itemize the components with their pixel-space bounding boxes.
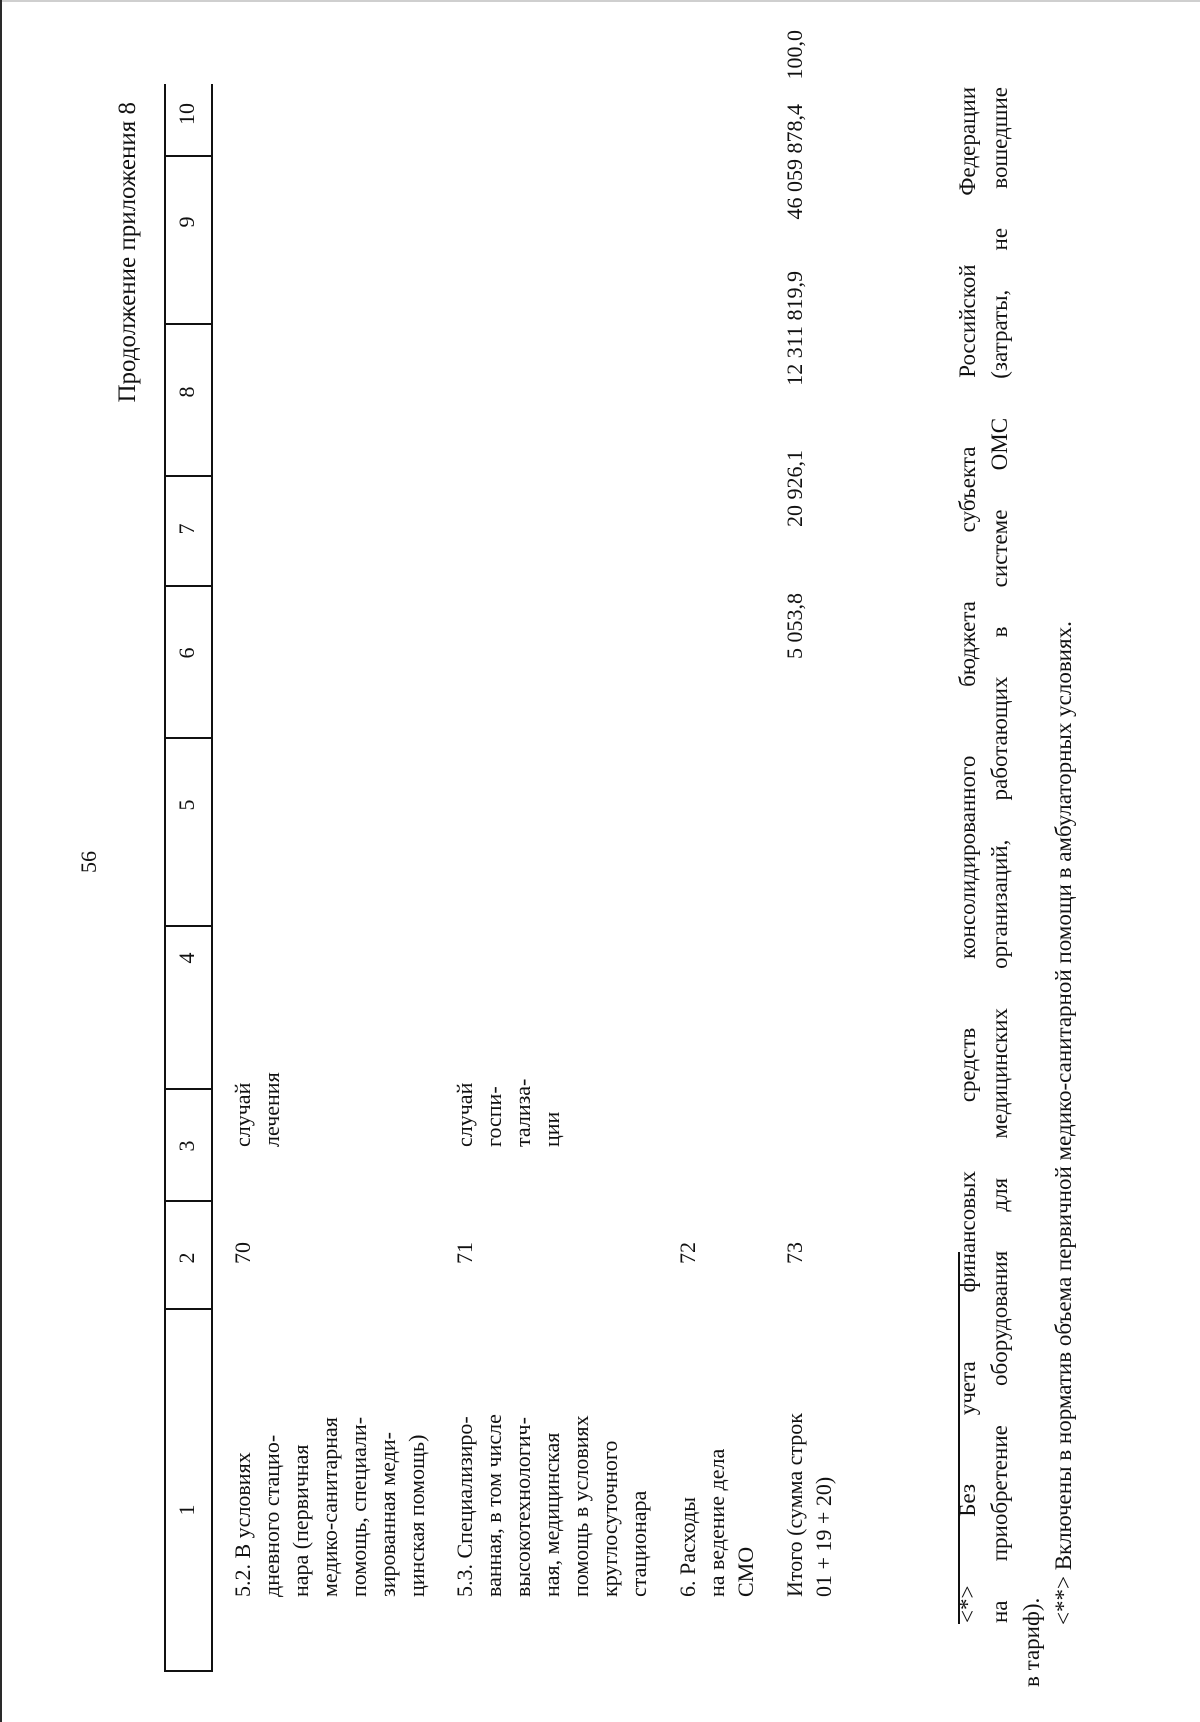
column-number-9: 9 [174,216,199,228]
column-number-10: 10 [174,103,199,125]
row-line: нара (первичная [288,1444,313,1597]
table-row-name [780,1362,838,1597]
row-line: 01 + 19 + 20) [811,1476,836,1597]
table-header-top-rule [164,84,166,1672]
unit-line: случай [452,1082,477,1147]
column-divider [164,476,212,478]
row-line: 5.2. В условиях [230,1452,255,1597]
table-header-bottom-rule [211,84,213,1672]
footnote-1-line-3: в тариф). [1019,1597,1044,1687]
unit-line: госпи- [481,1086,506,1147]
footnote-1-line-2: на приобретение оборудования для медицинских организаций, работающих в системе ОМС (затраты, не вошедшие [987,87,1012,1623]
unit-line: ции [539,1111,564,1147]
continuation-heading: Продолжение приложения 8 [114,102,141,403]
column-divider [164,1309,212,1311]
column-divider [164,324,212,326]
row-code: 70 [230,1242,255,1264]
unit-line: лечения [259,1072,284,1147]
table-row-name [228,1362,431,1597]
footnotes [952,87,1080,1687]
unit-line: случай [230,1082,255,1147]
column-number-5: 5 [174,799,199,811]
column-number-4: 4 [174,952,199,964]
row-unit [228,1027,286,1147]
row-line: ная, медицинская [539,1432,564,1597]
footnote-2: <**> Включены в норматив объема первичной медико-санитарной помощи в амбулаторных условиях. [1051,621,1076,1625]
row-code: 72 [675,1242,700,1264]
table-row-name [450,1362,653,1597]
row-line: помощь в условиях [568,1415,593,1597]
row-line: зированная меди- [375,1432,400,1597]
total-col6: 5 053,8 [782,593,807,659]
footnote-1-line-1: <*> Без учета финансовых средств консолидированного бюджета субъекта Российской Федерации [955,87,980,1623]
row-unit [450,1027,566,1147]
column-number-2: 2 [174,1252,199,1264]
row-line: высокотехнологич- [510,1417,535,1597]
row-code: 71 [452,1242,477,1264]
column-divider [164,926,212,928]
row-line: медико-санитарная [317,1417,342,1597]
row-line: цинская помощь) [404,1434,429,1597]
table-row-name [673,1362,760,1597]
row-line: на ведение дела [704,1448,729,1597]
total-col7: 20 926,1 [782,450,807,527]
row-line: 6. Расходы [675,1497,700,1597]
column-divider [164,1671,212,1673]
column-number-3: 3 [174,1140,199,1152]
column-divider [164,1201,212,1203]
row-line: помощь, специали- [346,1416,371,1597]
total-col9: 46 059 878,4 [782,104,807,220]
row-line: 5.3. Специализиро- [452,1416,477,1597]
column-divider [164,1089,212,1091]
unit-line: тализа- [510,1078,535,1147]
row-line: стационара [626,1490,651,1597]
row-code: 73 [782,1242,807,1264]
column-number-6: 6 [174,647,199,659]
column-number-8: 8 [174,386,199,398]
row-line: СМО [733,1546,758,1597]
page-number: 56 [76,851,101,873]
row-line: ванная, в том числе [481,1414,506,1597]
row-line: круглосуточного [597,1440,622,1597]
row-line: дневного стацио- [259,1434,284,1597]
column-number-7: 7 [174,523,199,535]
column-divider [164,586,212,588]
total-col8: 12 311 819,9 [782,271,807,386]
row-line: Итого (сумма строк [782,1413,807,1597]
column-divider [164,156,212,158]
total-col10: 100,0 [782,30,807,80]
column-divider [164,738,212,740]
column-number-1: 1 [174,1504,199,1516]
